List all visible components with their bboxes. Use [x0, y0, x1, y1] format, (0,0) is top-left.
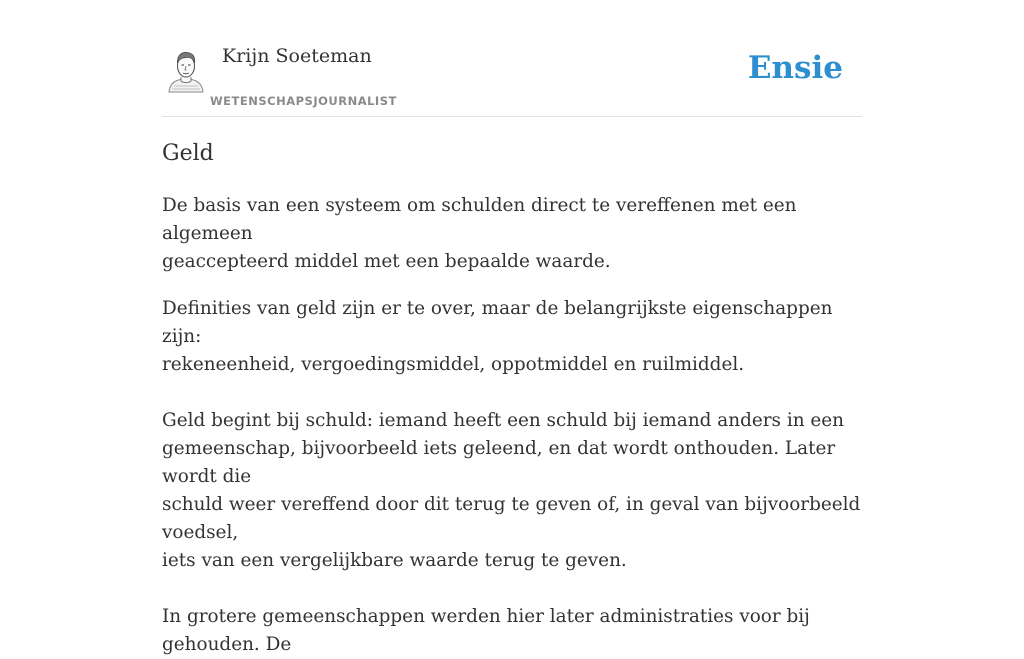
article-header	[162, 38, 862, 117]
article-paragraph: In grotere gemeenschappen werden hier later administraties voor bij gehouden. De	[162, 606, 810, 655]
author-name[interactable]: Krijn Soeteman	[222, 45, 372, 67]
article-title: Geld	[162, 141, 214, 166]
ensie-logo[interactable]: Ensie	[747, 50, 843, 86]
article-paragraph: Geld begint bij schuld: iemand heeft een schuld bij iemand anders in een gemeenschap, bijvoorbeeld iets geleend, en dat wordt onthouden. Later wordt die schuld weer vereffend door dit terug te geven of, in geval van bijvoorbeeld voedsel, iets van een vergelijkbare waarde terug te geven.	[162, 410, 861, 571]
article-body	[162, 136, 872, 659]
author-role: WETENSCHAPSJOURNALIST	[210, 94, 397, 108]
avatar-sketch-icon	[164, 48, 208, 92]
article-lede: De basis van een systeem om schulden direct te vereffenen met een algemeen geaccepteerd middel met een bepaalde waarde.	[162, 195, 797, 272]
article-paragraph: Definities van geld zijn er te over, maar de belangrijkste eigenschappen zijn: rekeneenheid, vergoedingsmiddel, oppotmiddel en ruilmiddel.	[162, 298, 833, 375]
author-avatar[interactable]	[164, 48, 208, 92]
